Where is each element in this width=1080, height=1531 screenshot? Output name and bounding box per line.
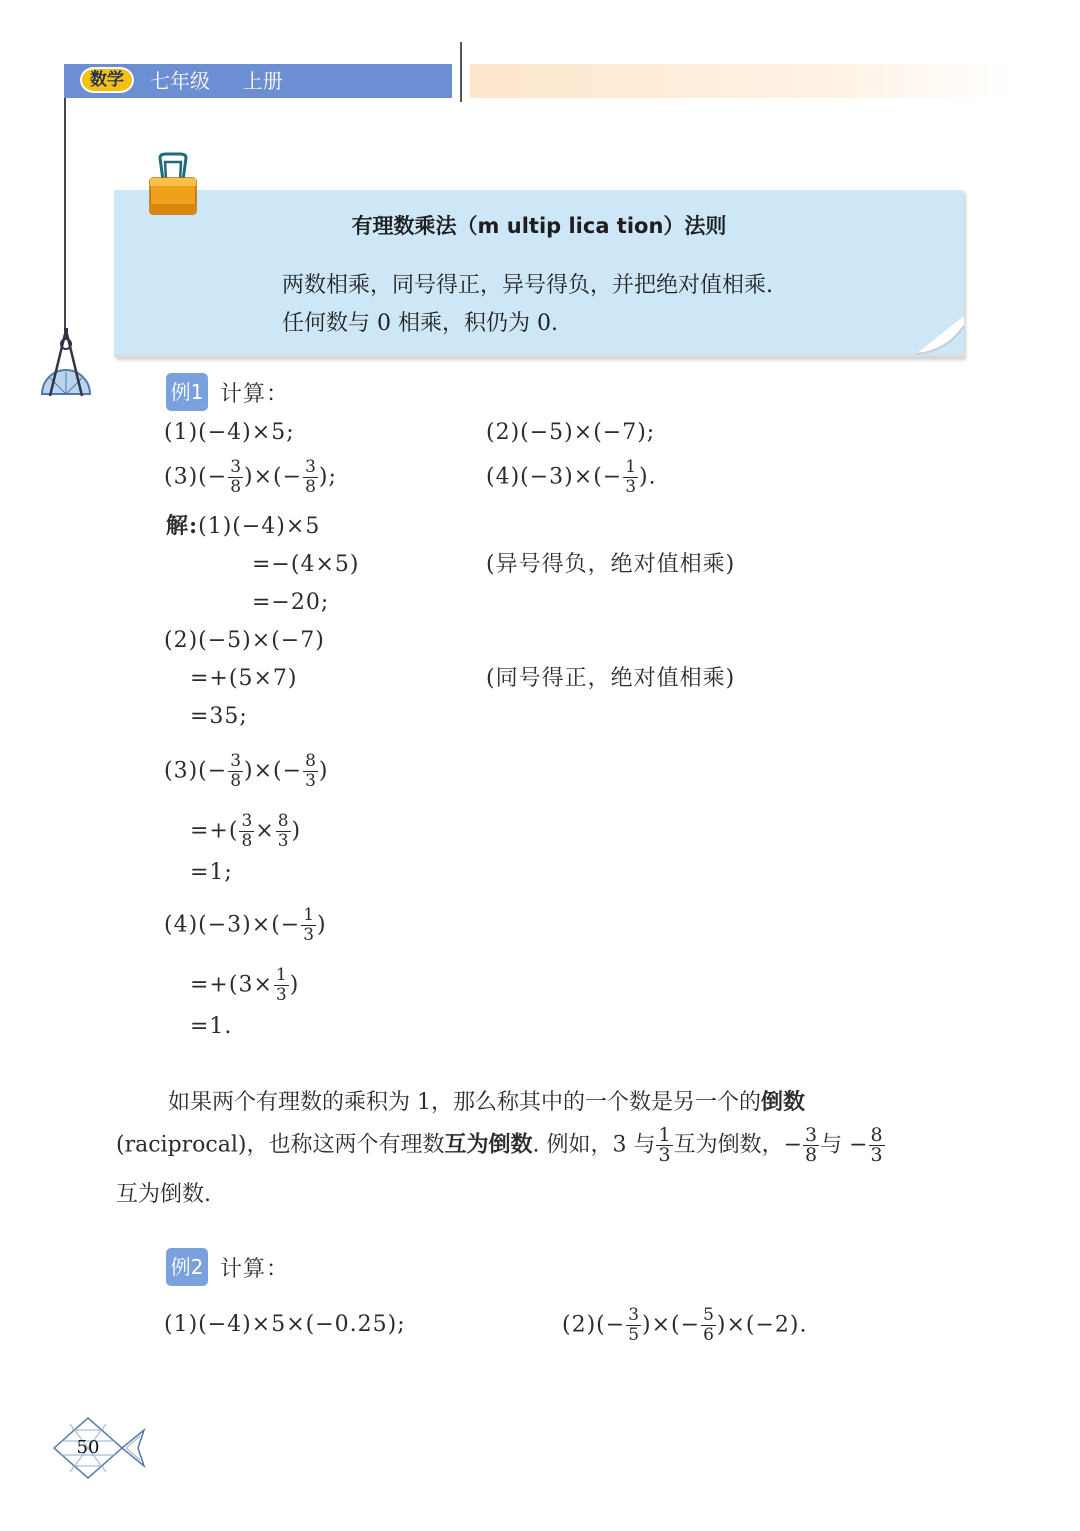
example-2-label: 计算： [220, 1257, 290, 1282]
fraction [623, 458, 638, 497]
fraction [228, 752, 243, 791]
expr-text: ) [291, 818, 302, 844]
ex1-solution-2-result: =35; [190, 704, 248, 729]
rule-line-2: 任何数与 0 相乘，积仍为 0. [282, 311, 558, 336]
fraction [301, 906, 316, 945]
solution-label: 解: [166, 513, 199, 539]
page-curl-icon [916, 316, 964, 356]
numerator: 3 [230, 457, 242, 477]
ex1-solution-4-start [164, 906, 327, 945]
expr-text: × [255, 818, 275, 844]
expr-text: ) [318, 758, 329, 784]
subject-logo: 数学 [80, 67, 134, 93]
numerator: 1 [303, 905, 315, 925]
fraction [803, 1126, 819, 1165]
ex1-solution-2-step: =+(5×7) [190, 666, 298, 691]
denominator: 3 [625, 477, 637, 497]
denominator: 5 [628, 1325, 640, 1345]
expr-text: )×(− [244, 758, 303, 784]
ex1-solution-1-result: =−20; [252, 590, 330, 615]
numerator: 8 [277, 811, 289, 831]
fraction [303, 752, 318, 791]
numerator: 1 [625, 457, 637, 477]
fraction [274, 966, 289, 1005]
example-1-label: 计算： [220, 382, 290, 407]
ex1-solution-4-result: =1. [190, 1014, 233, 1039]
header-divider [460, 42, 462, 102]
para-text: (raciprocal)，也称这两个有理数 [116, 1132, 445, 1158]
expr-text: (3)(− [164, 758, 228, 784]
fraction [656, 1126, 672, 1165]
ex1-problem-1: (1)(−4)×5; [164, 420, 295, 445]
term-mutual-reciprocal: 互为倒数 [444, 1131, 533, 1158]
expr-text: (4)(−3)×(− [164, 912, 301, 938]
reciprocal-para-line-2 [116, 1126, 886, 1165]
numerator: 1 [658, 1124, 671, 1146]
ex1-problem-2: (2)(−5)×(−7); [486, 420, 656, 445]
header-title [150, 66, 283, 96]
binder-clip-icon [146, 152, 200, 218]
denominator: 3 [277, 831, 289, 851]
numerator: 1 [275, 965, 287, 985]
ex1-solution-1-start [166, 511, 320, 542]
para-text: 如果两个有理数的乘积为 1，那么称其中的一个数是另一个的 [168, 1090, 761, 1115]
denominator: 3 [658, 1144, 671, 1166]
denominator: 8 [805, 1144, 818, 1166]
expr-text: )×(−2). [716, 1312, 808, 1338]
numerator: 3 [628, 1305, 640, 1325]
denominator: 3 [870, 1144, 883, 1166]
grade-label: 七年级 [150, 69, 210, 93]
expr-text: =+( [190, 818, 239, 844]
expr-text: )×(− [244, 464, 303, 490]
expr-text: )×(− [642, 1312, 701, 1338]
numerator: 3 [305, 457, 316, 477]
rule-line-1: 两数相乘，同号得正，异号得负，并把绝对值相乘. [282, 273, 773, 298]
ex1-solution-2-start: (2)(−5)×(−7) [164, 628, 325, 653]
ex1-solution-3-step [190, 812, 301, 851]
para-text: 与 − [820, 1132, 868, 1158]
ex1-solution-1-step: =−(4×5) [252, 552, 360, 577]
denominator: 8 [241, 831, 253, 851]
expr-text: (1)(−4)×5 [198, 514, 321, 539]
page-number: 50 [76, 1437, 100, 1458]
expr-text: ). [639, 464, 657, 490]
denominator: 8 [230, 771, 242, 791]
expr-text: (4)(−3)×(− [486, 464, 623, 490]
denominator: 8 [305, 477, 316, 497]
margin-line [64, 98, 66, 334]
expr-text: (2)(− [562, 1312, 626, 1338]
numerator: 3 [805, 1124, 818, 1146]
ex1-solution-3-start [164, 752, 328, 791]
fraction [626, 1306, 641, 1345]
para-text: . 例如，3 与 [532, 1132, 656, 1158]
denominator: 3 [305, 771, 316, 791]
rule-title: 有理数乘法（m ultip lica tion）法则 [351, 214, 727, 238]
fraction [869, 1126, 885, 1165]
reciprocal-para-line-1 [168, 1087, 805, 1118]
fraction [701, 1306, 716, 1345]
expr-text: (3)(− [164, 464, 228, 490]
term-reciprocal: 倒数 [761, 1089, 806, 1115]
ex1-problem-3 [164, 458, 337, 497]
compass-icon [36, 328, 96, 400]
expr-text: ) [317, 912, 327, 938]
ex2-problem-1: (1)(−4)×5×(−0.25); [164, 1312, 406, 1337]
numerator: 8 [305, 751, 316, 771]
header-gradient [470, 64, 1010, 98]
expr-text: =+(3× [190, 972, 273, 998]
numerator: 5 [703, 1305, 714, 1325]
ex2-problem-2 [562, 1306, 808, 1345]
ex1-solution-4-step [190, 966, 299, 1005]
ex1-solution-1-note: (异号得负，绝对值相乘) [486, 552, 736, 577]
para-text: 互为倒数，− [673, 1132, 803, 1158]
fraction [228, 458, 243, 497]
example-2-badge: 例2 [166, 1248, 208, 1286]
volume-label: 上册 [242, 69, 283, 93]
denominator: 8 [230, 477, 242, 497]
denominator: 3 [303, 925, 315, 945]
fraction [303, 458, 318, 497]
ex1-solution-2-note: (同号得正，绝对值相乘) [486, 666, 736, 691]
fraction [276, 812, 291, 851]
numerator: 3 [241, 811, 253, 831]
fraction [239, 812, 254, 851]
reciprocal-para-line-3: 互为倒数. [116, 1182, 211, 1207]
expr-text: ); [318, 464, 337, 490]
denominator: 3 [275, 985, 287, 1005]
numerator: 3 [230, 751, 242, 771]
example-1-badge: 例1 [166, 373, 208, 411]
ex1-solution-3-result: =1; [190, 860, 233, 885]
numerator: 8 [870, 1124, 883, 1146]
ex1-problem-4 [486, 458, 657, 497]
denominator: 6 [703, 1325, 714, 1345]
expr-text: ) [289, 972, 300, 998]
